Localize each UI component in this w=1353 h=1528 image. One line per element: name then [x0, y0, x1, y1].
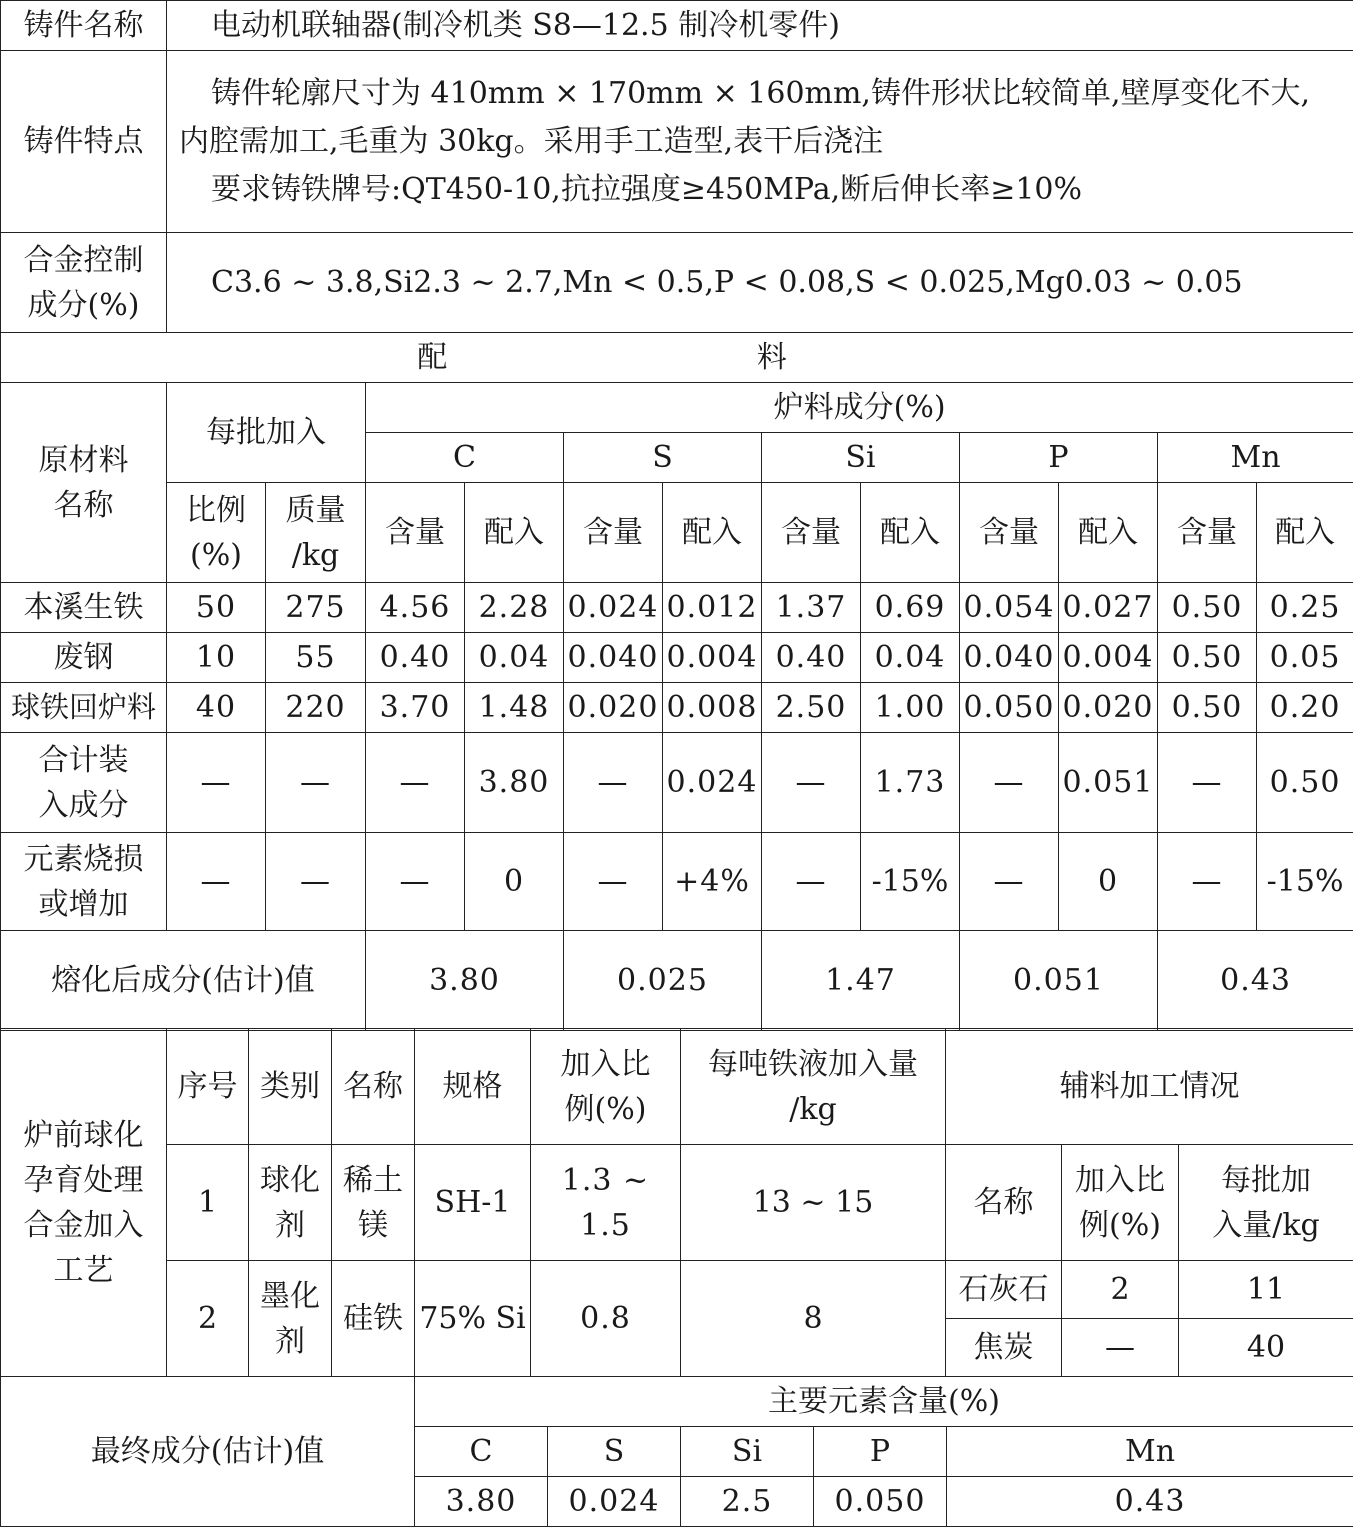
- final-composition-table: [0, 1376, 1353, 1527]
- aux-batch-cell: 11: [1179, 1261, 1353, 1319]
- material-mass: 55: [266, 633, 366, 683]
- burn-label-line-1: 元素烧损: [23, 841, 144, 877]
- s-added: 0.004: [663, 633, 762, 683]
- final-label: 最终成分(估计)值: [1, 1377, 415, 1527]
- name-cell: 硅铁: [332, 1261, 415, 1377]
- batching-table: [0, 332, 1353, 1031]
- si-added: 1.00: [861, 683, 960, 733]
- total-cell: —: [960, 733, 1059, 833]
- seq-cell: 1: [167, 1145, 249, 1261]
- p-content: 0.040: [960, 633, 1059, 683]
- table-row: [1, 1261, 1353, 1319]
- material-mass: 220: [266, 683, 366, 733]
- content-header: 含量: [960, 483, 1059, 583]
- melt-value-mn: 0.43: [1158, 931, 1353, 1031]
- burn-cell: —: [366, 833, 465, 931]
- aux-ratio-header: [1062, 1145, 1179, 1261]
- total-cell: —: [167, 733, 266, 833]
- c-content: 0.40: [366, 633, 465, 683]
- features-line-3: 要求铸铁牌号:QT450-10,抗拉强度≥450MPa,断后伸长率≥10%: [211, 171, 1083, 207]
- raw-material-label-line-2: 名称: [53, 487, 114, 523]
- p-added: 0.027: [1059, 583, 1158, 633]
- si-content: 2.50: [762, 683, 861, 733]
- s-content: 0.020: [564, 683, 663, 733]
- p-added: 0.004: [1059, 633, 1158, 683]
- seq-cell: 2: [167, 1261, 249, 1377]
- aux-name-cell: 焦炭: [946, 1319, 1062, 1377]
- p-added: 0.020: [1059, 683, 1158, 733]
- aux-ratio-header-line-1: 加入比: [1075, 1162, 1165, 1198]
- alloy-label-line-2: 成分(%): [27, 287, 140, 323]
- casting-name-label: 铸件名称: [1, 1, 167, 51]
- ratio-header-line-1: 比例: [186, 492, 246, 528]
- per-ton-header-line-2: /kg: [789, 1091, 837, 1127]
- burn-cell: 0: [1059, 833, 1158, 931]
- final-element-s: S: [548, 1427, 681, 1477]
- batching-section-title: 配 料: [1, 333, 1353, 383]
- alloy-label-line-1: 合金控制: [23, 242, 144, 278]
- aux-batch-cell: 40: [1179, 1319, 1353, 1377]
- burn-cell: —: [1158, 833, 1257, 931]
- aux-ratio-cell: 2: [1062, 1261, 1179, 1319]
- treatment-label-line-2: 孕育处理: [23, 1162, 144, 1198]
- element-header-si: Si: [762, 433, 960, 483]
- content-header: 含量: [762, 483, 861, 583]
- final-value-p: 0.050: [814, 1477, 947, 1527]
- s-added: 0.008: [663, 683, 762, 733]
- mn-content: 0.50: [1158, 633, 1257, 683]
- content-header: 含量: [1158, 483, 1257, 583]
- features-line-1: 铸件轮廓尺寸为 410mm × 170mm × 160mm,铸件形状比较简单,壁厚变化不大,: [211, 75, 1311, 111]
- total-cell: —: [1158, 733, 1257, 833]
- category-line-1: 球化: [260, 1162, 320, 1198]
- ratio-line-1: 1.3 ~: [561, 1162, 650, 1198]
- total-row: [1, 733, 1353, 833]
- total-cell: —: [564, 733, 663, 833]
- per-ton-cell: 13 ~ 15: [681, 1145, 946, 1261]
- table-row: [1, 1145, 1353, 1261]
- material-name: 本溪生铁: [1, 583, 167, 633]
- aux-header: 辅料加工情况: [946, 1029, 1353, 1145]
- element-header-p: P: [960, 433, 1158, 483]
- final-value-si: 2.5: [681, 1477, 814, 1527]
- features-cell: [167, 51, 1353, 233]
- total-cell: 0.051: [1059, 733, 1158, 833]
- burn-cell: -15%: [1257, 833, 1353, 931]
- category-line-2: 剂: [275, 1207, 305, 1243]
- si-added: 0.69: [861, 583, 960, 633]
- features-label: 铸件特点: [1, 51, 167, 233]
- ratio-cell: 0.8: [531, 1261, 681, 1377]
- burn-label: [1, 833, 167, 931]
- final-value-mn: 0.43: [947, 1477, 1353, 1527]
- c-added: 1.48: [465, 683, 564, 733]
- burn-cell: —: [762, 833, 861, 931]
- raw-material-label: [1, 383, 167, 583]
- ratio-line-2: 1.5: [580, 1207, 631, 1243]
- aux-batch-header: [1179, 1145, 1353, 1261]
- ratio-header-line-1: 加入比: [560, 1046, 651, 1082]
- total-cell: —: [266, 733, 366, 833]
- table-row: [1, 583, 1353, 633]
- per-batch-label: 每批加入: [167, 383, 366, 483]
- features-line-2: 内腔需加工,毛重为 30kg。采用手工造型,表干后浇注: [179, 123, 884, 159]
- s-content: 0.024: [564, 583, 663, 633]
- melt-value-p: 0.051: [960, 931, 1158, 1031]
- seq-header: 序号: [167, 1029, 249, 1145]
- si-content: 0.40: [762, 633, 861, 683]
- per-ton-header-line-1: 每吨铁液加入量: [708, 1046, 918, 1082]
- name-line-2: 镁: [358, 1207, 388, 1243]
- table-row: [1, 633, 1353, 683]
- added-header: 配入: [1059, 483, 1158, 583]
- burn-cell: —: [960, 833, 1059, 931]
- aux-ratio-header-line-2: 例(%): [1079, 1207, 1161, 1243]
- category-cell: [249, 1145, 332, 1261]
- burn-label-line-2: 或增加: [38, 886, 129, 922]
- main-elements-label: 主要元素含量(%): [415, 1377, 1353, 1427]
- p-content: 0.050: [960, 683, 1059, 733]
- added-header: 配入: [861, 483, 960, 583]
- added-header: 配入: [465, 483, 564, 583]
- element-header-s: S: [564, 433, 762, 483]
- name-header: 名称: [332, 1029, 415, 1145]
- mn-added: 0.05: [1257, 633, 1353, 683]
- melt-label: 熔化后成分(估计)值: [1, 931, 366, 1031]
- treatment-label-line-3: 合金加入: [23, 1207, 144, 1243]
- category-header: 类别: [249, 1029, 332, 1145]
- material-name: 球铁回炉料: [1, 683, 167, 733]
- material-mass: 275: [266, 583, 366, 633]
- spec-cell: 75% Si: [415, 1261, 531, 1377]
- burn-cell: -15%: [861, 833, 960, 931]
- spec-header: 规格: [415, 1029, 531, 1145]
- ratio-header-line-2: 例(%): [564, 1091, 647, 1127]
- per-ton-header: [681, 1029, 946, 1145]
- mn-added: 0.20: [1257, 683, 1353, 733]
- total-cell: 3.80: [465, 733, 564, 833]
- s-added: 0.012: [663, 583, 762, 633]
- final-element-c: C: [415, 1427, 548, 1477]
- burn-cell: —: [167, 833, 266, 931]
- burn-cell: 0: [465, 833, 564, 931]
- si-content: 1.37: [762, 583, 861, 633]
- total-label: [1, 733, 167, 833]
- element-header-mn: Mn: [1158, 433, 1353, 483]
- element-header-c: C: [366, 433, 564, 483]
- treatment-label-line-4: 工艺: [53, 1252, 114, 1288]
- mass-header-line-1: 质量: [285, 492, 346, 528]
- burn-cell: +4%: [663, 833, 762, 931]
- c-added: 0.04: [465, 633, 564, 683]
- material-ratio: 40: [167, 683, 266, 733]
- mass-header-line-2: /kg: [291, 537, 340, 573]
- name-cell: [332, 1145, 415, 1261]
- aux-ratio-cell: —: [1062, 1319, 1179, 1377]
- p-content: 0.054: [960, 583, 1059, 633]
- burn-cell: —: [564, 833, 663, 931]
- mn-content: 0.50: [1158, 683, 1257, 733]
- casting-info-table: [0, 0, 1353, 333]
- content-header: 含量: [366, 483, 465, 583]
- mass-header: [266, 483, 366, 583]
- burn-row: [1, 833, 1353, 931]
- mn-content: 0.50: [1158, 583, 1257, 633]
- melt-value-c: 3.80: [366, 931, 564, 1031]
- ratio-header-line-2: (%): [190, 537, 242, 573]
- charge-composition-label: 炉料成分(%): [366, 383, 1353, 433]
- material-ratio: 50: [167, 583, 266, 633]
- category-line-1: 墨化: [260, 1278, 320, 1314]
- c-content: 3.70: [366, 683, 465, 733]
- ratio-cell: [531, 1145, 681, 1261]
- melt-value-si: 1.47: [762, 931, 960, 1031]
- per-ton-cell: 8: [681, 1261, 946, 1377]
- added-header: 配入: [1257, 483, 1353, 583]
- raw-material-label-line-1: 原材料: [38, 442, 129, 478]
- spec-cell: SH-1: [415, 1145, 531, 1261]
- melt-value-s: 0.025: [564, 931, 762, 1031]
- s-content: 0.040: [564, 633, 663, 683]
- final-value-c: 3.80: [415, 1477, 548, 1527]
- ratio-header: [531, 1029, 681, 1145]
- treatment-label: [1, 1029, 167, 1377]
- aux-name-cell: 石灰石: [946, 1261, 1062, 1319]
- total-cell: —: [762, 733, 861, 833]
- final-element-si: Si: [681, 1427, 814, 1477]
- c-content: 4.56: [366, 583, 465, 633]
- final-value-s: 0.024: [548, 1477, 681, 1527]
- material-name: 废钢: [1, 633, 167, 683]
- aux-batch-header-line-1: 每批加: [1221, 1162, 1311, 1198]
- alloy-label: [1, 233, 167, 333]
- mn-added: 0.25: [1257, 583, 1353, 633]
- table-row: [1, 683, 1353, 733]
- name-line-1: 稀土: [343, 1162, 403, 1198]
- final-element-mn: Mn: [947, 1427, 1353, 1477]
- melt-row: [1, 931, 1353, 1031]
- treatment-label-line-1: 炉前球化: [23, 1117, 144, 1153]
- total-cell: —: [366, 733, 465, 833]
- si-added: 0.04: [861, 633, 960, 683]
- total-cell: 0.024: [663, 733, 762, 833]
- total-label-line-1: 合计装: [38, 742, 129, 778]
- category-cell: [249, 1261, 332, 1377]
- final-element-p: P: [814, 1427, 947, 1477]
- alloy-value: C3.6 ~ 3.8,Si2.3 ~ 2.7,Mn < 0.5,P < 0.08,S < 0.025,Mg0.03 ~ 0.05: [167, 233, 1353, 333]
- aux-batch-header-line-2: 入量/kg: [1212, 1207, 1320, 1243]
- treatment-table: [0, 1028, 1353, 1377]
- aux-name-header: 名称: [946, 1145, 1062, 1261]
- casting-name-value: 电动机联轴器(制冷机类 S8—12.5 制冷机零件): [167, 1, 1353, 51]
- total-label-line-2: 入成分: [38, 787, 129, 823]
- added-header: 配入: [663, 483, 762, 583]
- material-ratio: 10: [167, 633, 266, 683]
- burn-cell: —: [266, 833, 366, 931]
- total-cell: 1.73: [861, 733, 960, 833]
- c-added: 2.28: [465, 583, 564, 633]
- ratio-header: [167, 483, 266, 583]
- content-header: 含量: [564, 483, 663, 583]
- total-cell: 0.50: [1257, 733, 1353, 833]
- category-line-2: 剂: [275, 1323, 305, 1359]
